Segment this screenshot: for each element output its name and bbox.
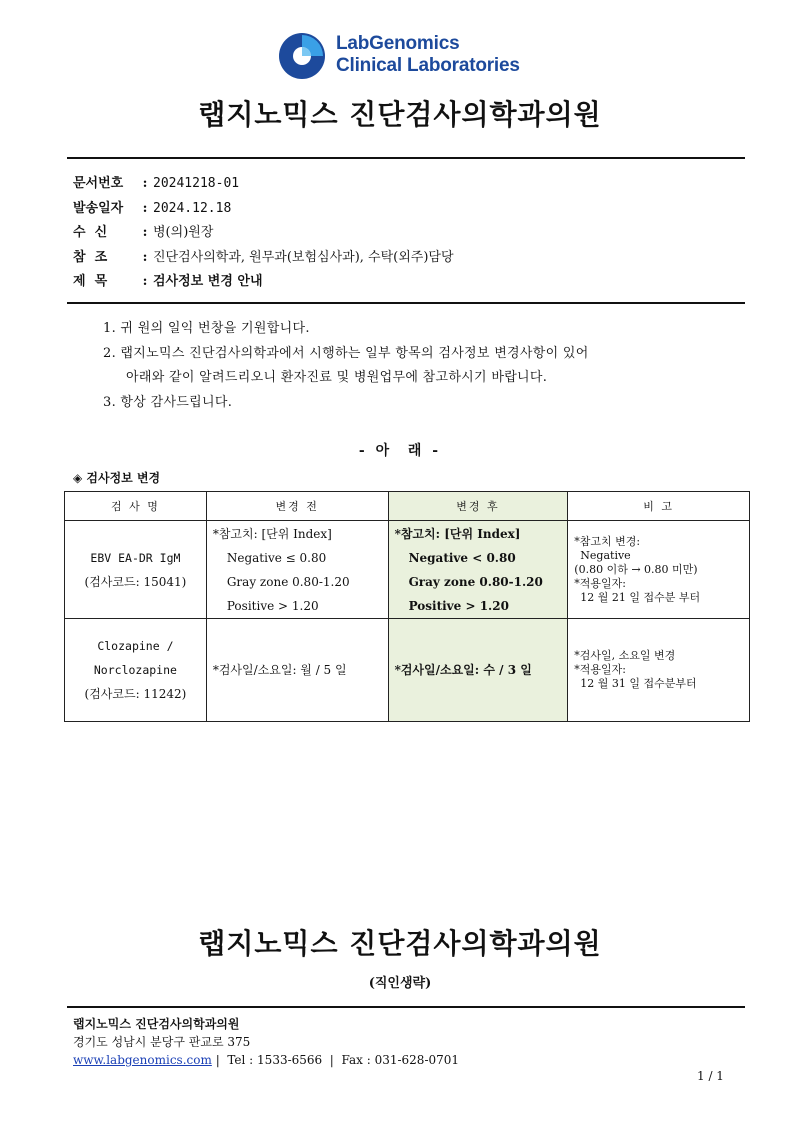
note-line: (0.80 이하 → 0.80 미만) xyxy=(574,562,698,576)
footer-info xyxy=(73,1015,459,1069)
note-line: Negative xyxy=(580,548,631,562)
meta-label: 발송일자 xyxy=(73,200,124,216)
note-cell xyxy=(568,619,750,722)
labgenomics-logo-icon xyxy=(278,32,326,80)
body-line-2b: 아래와 같이 알려드리오니 환자진료 및 병원업무에 참고하시기 바랍니다. xyxy=(126,370,548,385)
meta-label: 참 조 xyxy=(73,249,108,265)
letter-body xyxy=(103,317,589,415)
subject: 검사정보 변경 안내 xyxy=(153,274,263,289)
test-name-cell xyxy=(65,619,207,722)
meta-colon: : xyxy=(142,176,148,191)
header-note: 비 고 xyxy=(568,492,750,521)
meta-label: 제 목 xyxy=(73,274,108,289)
table-row xyxy=(65,619,750,722)
meta-date xyxy=(73,197,454,222)
meta-label: 수 신 xyxy=(73,225,108,240)
header-before: 변경 전 xyxy=(206,492,388,521)
after-negative: Negative < 0.80 xyxy=(408,550,516,565)
footer-address: 경기도 성남시 분당구 판교로 375 xyxy=(73,1035,251,1049)
test-name: Clozapine / xyxy=(97,639,174,653)
meta-colon: : xyxy=(142,274,148,289)
before-grayzone: Gray zone 0.80-1.20 xyxy=(226,574,350,589)
footer-divider xyxy=(67,1006,745,1008)
page-title: 랩지노믹스 진단검사의학과의원 xyxy=(198,98,602,131)
body-line-1: 1. 귀 원의 일익 번창을 기원합니다. xyxy=(103,321,310,336)
below-heading: - 아 래 - xyxy=(358,443,442,459)
before-negative: Negative ≤ 0.80 xyxy=(226,550,327,565)
header-after: 변경 후 xyxy=(388,492,568,521)
before-cell xyxy=(206,521,388,619)
before-cell xyxy=(206,619,388,722)
body-line-2: 2. 랩지노믹스 진단검사의학과에서 시행하는 일부 항목의 검사정보 변경사항이 있어 xyxy=(103,345,589,361)
after-schedule: *검사일/소요일: 수 / 3 일 xyxy=(394,663,532,677)
meta-label: 문서번호 xyxy=(73,176,124,191)
after-cell xyxy=(388,521,568,619)
website-link[interactable]: www.labgenomics.com xyxy=(73,1053,212,1067)
doc-number: 20241218-01 xyxy=(153,176,240,191)
before-schedule: *검사일/소요일: 월 / 5 일 xyxy=(212,663,347,677)
header-divider xyxy=(67,157,745,159)
reference: 진단검사의학과, 원무과(보험심사과), 수탁(외주)담당 xyxy=(153,249,454,265)
before-ref-label: *참고치: [단위 Index] xyxy=(212,526,332,541)
header-test-name: 검 사 명 xyxy=(65,492,207,521)
meta-divider xyxy=(67,302,745,304)
logo-line2: Clinical Laboratories xyxy=(336,55,520,76)
footer-title: 랩지노믹스 진단검사의학과의원 xyxy=(198,927,602,960)
note-cell xyxy=(568,521,750,619)
after-positive: Positive > 1.20 xyxy=(408,598,509,613)
note-line: 12 월 31 일 접수분부터 xyxy=(580,677,697,690)
meta-ref xyxy=(73,246,454,271)
company-logo xyxy=(278,30,548,82)
test-name: Norclozapine xyxy=(93,663,177,677)
meta-colon: : xyxy=(142,200,148,216)
note-line: *참고치 변경: xyxy=(574,534,641,548)
meta-colon: : xyxy=(142,225,148,240)
meta-subject xyxy=(73,270,454,295)
section-title: ◈ 검사정보 변경 xyxy=(73,471,161,485)
meta-to xyxy=(73,221,454,246)
page-number: 1 / 1 xyxy=(697,1069,724,1083)
test-code: (검사코드: 15041) xyxy=(84,574,187,589)
recipient: 병(의)원장 xyxy=(153,225,214,240)
logo-text xyxy=(336,33,520,77)
note-line: 12 월 21 일 접수분 부터 xyxy=(580,590,701,604)
note-line: *적용일자: xyxy=(574,576,627,590)
test-name-cell xyxy=(65,521,207,619)
send-date: 2024.12.18 xyxy=(153,200,232,216)
after-grayzone: Gray zone 0.80-1.20 xyxy=(408,574,543,589)
seal-omitted: (직인생략) xyxy=(368,976,432,991)
table-row xyxy=(65,521,750,619)
document-meta xyxy=(73,172,454,295)
test-code: (검사코드: 11242) xyxy=(84,687,187,701)
note-line: *적용일자: xyxy=(574,663,627,676)
body-line-3: 3. 항상 감사드립니다. xyxy=(103,394,233,410)
logo-line1: LabGenomics xyxy=(336,33,460,54)
table-header-row xyxy=(65,492,750,521)
before-positive: Positive > 1.20 xyxy=(226,598,319,613)
after-ref-label: *참고치: [단위 Index] xyxy=(394,526,521,541)
footer-phone-fax: | Tel : 1533-6566 | Fax : 031-628-0701 xyxy=(215,1053,460,1067)
footer-org-name: 랩지노믹스 진단검사의학과의원 xyxy=(73,1017,240,1031)
footer-contact xyxy=(73,1051,459,1069)
after-cell xyxy=(388,619,568,722)
test-change-table xyxy=(64,491,750,722)
meta-doc-no xyxy=(73,172,454,197)
test-name: EBV EA-DR IgM xyxy=(90,550,181,565)
meta-colon: : xyxy=(142,249,148,265)
note-line: *검사일, 소요일 변경 xyxy=(574,649,676,662)
